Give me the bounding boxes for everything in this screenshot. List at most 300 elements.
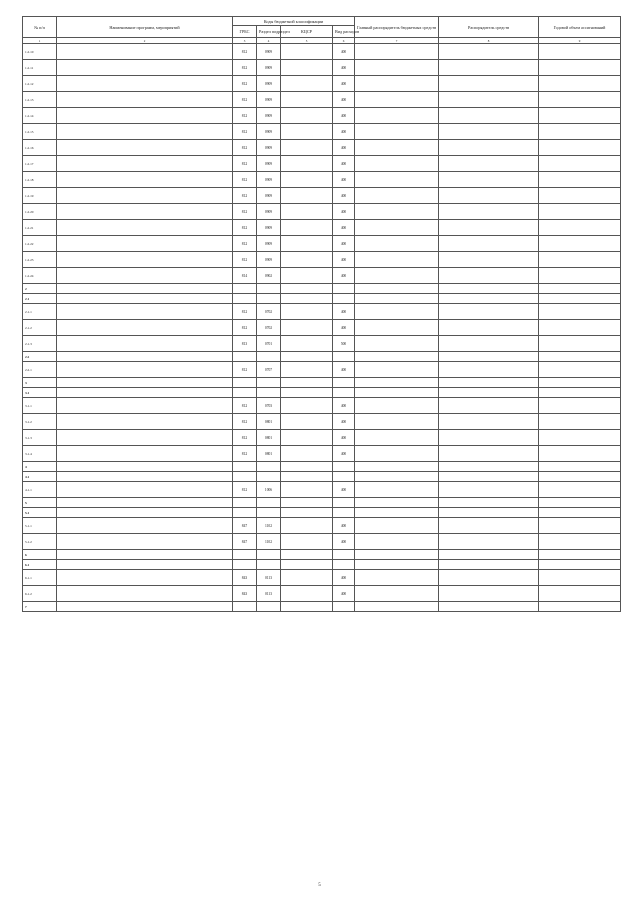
column-number: 7: [355, 38, 439, 44]
row-manager-cell: [439, 518, 539, 534]
row-razdel-cell: 0113: [257, 570, 281, 586]
row-main-manager-cell: [355, 76, 439, 92]
row-razdel-cell: 0909: [257, 108, 281, 124]
row-grbs-cell: 812: [233, 188, 257, 204]
row-ksr-cell: [281, 268, 333, 284]
row-amount-cell: [539, 560, 621, 570]
row-main-manager-cell: [355, 482, 439, 498]
table-row: [23, 336, 621, 352]
row-name-cell: [57, 560, 233, 570]
row-manager-cell: [439, 204, 539, 220]
row-razdel-cell: 0909: [257, 172, 281, 188]
row-number-cell: 1.2.17: [23, 156, 57, 172]
row-number-cell: 4.1.1: [23, 482, 57, 498]
row-grbs-cell: 812: [233, 44, 257, 60]
row-manager-cell: [439, 508, 539, 518]
row-razdel-cell: 0701: [257, 336, 281, 352]
row-amount-cell: [539, 204, 621, 220]
row-manager-cell: [439, 220, 539, 236]
row-name-cell: [57, 388, 233, 398]
row-amount-cell: [539, 220, 621, 236]
row-grbs-cell: 812: [233, 220, 257, 236]
row-amount-cell: [539, 284, 621, 294]
table-row: [23, 252, 621, 268]
row-main-manager-cell: [355, 378, 439, 388]
program-row: [23, 472, 621, 482]
table-row: [23, 124, 621, 140]
row-grbs-cell: [233, 560, 257, 570]
row-number-cell: 7: [23, 602, 57, 612]
row-razdel-cell: 0909: [257, 124, 281, 140]
row-name-cell: [57, 398, 233, 414]
program-row: [23, 550, 621, 560]
row-manager-cell: [439, 550, 539, 560]
row-name-cell: [57, 320, 233, 336]
row-number-cell: 1.2.24: [23, 268, 57, 284]
row-razdel-cell: [257, 472, 281, 482]
row-grbs-cell: 843: [233, 570, 257, 586]
row-amount-cell: [539, 236, 621, 252]
row-razdel-cell: 0909: [257, 44, 281, 60]
row-vr-cell: 400: [333, 268, 355, 284]
row-number-cell: 1.2.12: [23, 76, 57, 92]
table-row: [23, 108, 621, 124]
row-name-cell: [57, 44, 233, 60]
row-amount-cell: [539, 602, 621, 612]
row-number-cell: 5.1.2: [23, 534, 57, 550]
row-razdel-cell: 0707: [257, 362, 281, 378]
row-amount-cell: [539, 472, 621, 482]
row-amount-cell: [539, 320, 621, 336]
row-name-cell: [57, 550, 233, 560]
row-vr-cell: [333, 550, 355, 560]
row-manager-cell: [439, 570, 539, 586]
program-row: [23, 462, 621, 472]
row-main-manager-cell: [355, 534, 439, 550]
row-ksr-cell: [281, 294, 333, 304]
header-manager: Распорядитель средств: [439, 17, 539, 38]
row-manager-cell: [439, 124, 539, 140]
table-row: [23, 76, 621, 92]
row-vr-cell: [333, 602, 355, 612]
row-name-cell: [57, 188, 233, 204]
row-ksr-cell: [281, 284, 333, 294]
row-main-manager-cell: [355, 252, 439, 268]
row-grbs-cell: 813: [233, 336, 257, 352]
budget-allocation-table: [22, 16, 621, 612]
row-amount-cell: [539, 586, 621, 602]
row-grbs-cell: [233, 284, 257, 294]
row-name-cell: [57, 204, 233, 220]
row-main-manager-cell: [355, 124, 439, 140]
row-vr-cell: [333, 294, 355, 304]
row-vr-cell: [333, 472, 355, 482]
row-manager-cell: [439, 320, 539, 336]
row-ksr-cell: [281, 362, 333, 378]
row-razdel-cell: [257, 378, 281, 388]
row-vr-cell: 400: [333, 414, 355, 430]
row-main-manager-cell: [355, 284, 439, 294]
row-razdel-cell: 0113: [257, 586, 281, 602]
row-amount-cell: [539, 336, 621, 352]
row-ksr-cell: [281, 446, 333, 462]
row-ksr-cell: [281, 188, 333, 204]
header-razdel: Раздел подраздел: [257, 26, 281, 38]
row-number-cell: 1.2.22: [23, 236, 57, 252]
row-vr-cell: 400: [333, 446, 355, 462]
row-name-cell: [57, 284, 233, 294]
row-vr-cell: [333, 388, 355, 398]
row-vr-cell: 400: [333, 570, 355, 586]
row-grbs-cell: 812: [233, 398, 257, 414]
row-ksr-cell: [281, 482, 333, 498]
row-ksr-cell: [281, 498, 333, 508]
table-row: [23, 570, 621, 586]
table-row: [23, 172, 621, 188]
row-grbs-cell: 812: [233, 320, 257, 336]
row-grbs-cell: [233, 378, 257, 388]
program-row: [23, 560, 621, 570]
row-name-cell: [57, 268, 233, 284]
header-ksr: КЦСР: [281, 26, 333, 38]
row-main-manager-cell: [355, 518, 439, 534]
header-main-manager: Главный распорядитель бюджетных средств: [355, 17, 439, 38]
row-amount-cell: [539, 398, 621, 414]
row-name-cell: [57, 534, 233, 550]
row-vr-cell: 400: [333, 204, 355, 220]
row-number-cell: 3.1.3: [23, 430, 57, 446]
row-number-cell: 1.2.10: [23, 44, 57, 60]
row-number-cell: 2.2: [23, 352, 57, 362]
row-vr-cell: [333, 560, 355, 570]
row-amount-cell: [539, 414, 621, 430]
row-main-manager-cell: [355, 320, 439, 336]
row-name-cell: [57, 220, 233, 236]
row-main-manager-cell: [355, 398, 439, 414]
row-ksr-cell: [281, 336, 333, 352]
row-name-cell: [57, 304, 233, 320]
row-grbs-cell: [233, 462, 257, 472]
row-grbs-cell: 812: [233, 252, 257, 268]
row-grbs-cell: 812: [233, 482, 257, 498]
row-manager-cell: [439, 140, 539, 156]
row-number-cell: 3.1.4: [23, 446, 57, 462]
row-amount-cell: [539, 446, 621, 462]
table-row: [23, 430, 621, 446]
row-razdel-cell: 0801: [257, 414, 281, 430]
row-main-manager-cell: [355, 108, 439, 124]
row-number-cell: 5.1.1: [23, 518, 57, 534]
row-razdel-cell: 0909: [257, 220, 281, 236]
row-amount-cell: [539, 388, 621, 398]
row-grbs-cell: 847: [233, 534, 257, 550]
row-main-manager-cell: [355, 570, 439, 586]
row-razdel-cell: 0801: [257, 446, 281, 462]
row-ksr-cell: [281, 320, 333, 336]
row-vr-cell: [333, 498, 355, 508]
row-ksr-cell: [281, 124, 333, 140]
row-name-cell: [57, 252, 233, 268]
row-razdel-cell: [257, 602, 281, 612]
row-name-cell: [57, 378, 233, 388]
row-number-cell: 1.2.14: [23, 108, 57, 124]
row-vr-cell: 400: [333, 156, 355, 172]
row-razdel-cell: [257, 284, 281, 294]
row-vr-cell: 400: [333, 534, 355, 550]
row-number-cell: 3.1.1: [23, 398, 57, 414]
row-amount-cell: [539, 550, 621, 560]
row-amount-cell: [539, 304, 621, 320]
row-number-cell: 1.2.20: [23, 204, 57, 220]
header-name: Наименование программ, мероприятий: [57, 17, 233, 38]
row-number-cell: 1.2.11: [23, 60, 57, 76]
row-ksr-cell: [281, 398, 333, 414]
row-main-manager-cell: [355, 508, 439, 518]
row-ksr-cell: [281, 388, 333, 398]
row-ksr-cell: [281, 44, 333, 60]
row-vr-cell: 400: [333, 304, 355, 320]
row-manager-cell: [439, 156, 539, 172]
row-main-manager-cell: [355, 304, 439, 320]
row-name-cell: [57, 446, 233, 462]
row-name-cell: [57, 76, 233, 92]
header-no: № п/п: [23, 17, 57, 38]
row-name-cell: [57, 498, 233, 508]
row-number-cell: 2.2.1: [23, 362, 57, 378]
row-razdel-cell: 0909: [257, 140, 281, 156]
row-manager-cell: [439, 44, 539, 60]
row-vr-cell: 400: [333, 236, 355, 252]
row-main-manager-cell: [355, 388, 439, 398]
row-manager-cell: [439, 498, 539, 508]
row-number-cell: 1.2.21: [23, 220, 57, 236]
row-name-cell: [57, 462, 233, 472]
row-manager-cell: [439, 398, 539, 414]
row-name-cell: [57, 236, 233, 252]
row-main-manager-cell: [355, 602, 439, 612]
row-name-cell: [57, 518, 233, 534]
row-razdel-cell: 0909: [257, 60, 281, 76]
row-vr-cell: 400: [333, 220, 355, 236]
row-ksr-cell: [281, 220, 333, 236]
row-name-cell: [57, 570, 233, 586]
row-number-cell: 2.1.3: [23, 336, 57, 352]
row-name-cell: [57, 140, 233, 156]
row-manager-cell: [439, 294, 539, 304]
row-vr-cell: 400: [333, 398, 355, 414]
row-vr-cell: 400: [333, 92, 355, 108]
row-ksr-cell: [281, 414, 333, 430]
row-manager-cell: [439, 362, 539, 378]
row-name-cell: [57, 108, 233, 124]
row-number-cell: 3.1: [23, 388, 57, 398]
row-ksr-cell: [281, 472, 333, 482]
row-ksr-cell: [281, 204, 333, 220]
table-row: [23, 60, 621, 76]
row-razdel-cell: [257, 550, 281, 560]
row-ksr-cell: [281, 378, 333, 388]
row-razdel-cell: 1102: [257, 518, 281, 534]
row-number-cell: 5.1: [23, 508, 57, 518]
row-name-cell: [57, 482, 233, 498]
row-manager-cell: [439, 430, 539, 446]
row-grbs-cell: [233, 388, 257, 398]
row-number-cell: 6.1: [23, 560, 57, 570]
row-ksr-cell: [281, 430, 333, 446]
row-manager-cell: [439, 108, 539, 124]
table-row: [23, 268, 621, 284]
row-amount-cell: [539, 378, 621, 388]
row-main-manager-cell: [355, 44, 439, 60]
row-ksr-cell: [281, 140, 333, 156]
row-vr-cell: 400: [333, 586, 355, 602]
row-grbs-cell: 812: [233, 446, 257, 462]
row-vr-cell: 400: [333, 172, 355, 188]
row-ksr-cell: [281, 236, 333, 252]
row-amount-cell: [539, 172, 621, 188]
row-main-manager-cell: [355, 550, 439, 560]
row-vr-cell: [333, 284, 355, 294]
row-vr-cell: 400: [333, 188, 355, 204]
table-row: [23, 220, 621, 236]
row-manager-cell: [439, 446, 539, 462]
row-manager-cell: [439, 472, 539, 482]
row-number-cell: 3.1.2: [23, 414, 57, 430]
row-grbs-cell: 812: [233, 76, 257, 92]
row-razdel-cell: 0909: [257, 156, 281, 172]
row-razdel-cell: 0909: [257, 188, 281, 204]
row-main-manager-cell: [355, 220, 439, 236]
row-main-manager-cell: [355, 352, 439, 362]
row-number-cell: 5: [23, 498, 57, 508]
program-row: [23, 508, 621, 518]
row-ksr-cell: [281, 108, 333, 124]
table-row: [23, 534, 621, 550]
header-vr: Вид расходов: [333, 26, 355, 38]
row-vr-cell: 400: [333, 60, 355, 76]
row-manager-cell: [439, 378, 539, 388]
row-name-cell: [57, 508, 233, 518]
row-main-manager-cell: [355, 462, 439, 472]
table-body: [23, 44, 621, 612]
row-ksr-cell: [281, 602, 333, 612]
row-manager-cell: [439, 60, 539, 76]
row-amount-cell: [539, 268, 621, 284]
row-name-cell: [57, 472, 233, 482]
row-vr-cell: 400: [333, 140, 355, 156]
row-main-manager-cell: [355, 586, 439, 602]
row-vr-cell: [333, 462, 355, 472]
table-row: [23, 156, 621, 172]
row-ksr-cell: [281, 560, 333, 570]
row-ksr-cell: [281, 156, 333, 172]
row-manager-cell: [439, 236, 539, 252]
row-grbs-cell: 843: [233, 586, 257, 602]
row-amount-cell: [539, 508, 621, 518]
row-amount-cell: [539, 252, 621, 268]
row-main-manager-cell: [355, 268, 439, 284]
row-main-manager-cell: [355, 336, 439, 352]
row-amount-cell: [539, 124, 621, 140]
row-main-manager-cell: [355, 560, 439, 570]
table-row: [23, 304, 621, 320]
row-main-manager-cell: [355, 92, 439, 108]
row-manager-cell: [439, 602, 539, 612]
row-razdel-cell: 0702: [257, 320, 281, 336]
row-vr-cell: 400: [333, 362, 355, 378]
row-vr-cell: 400: [333, 518, 355, 534]
row-name-cell: [57, 414, 233, 430]
row-manager-cell: [439, 304, 539, 320]
row-main-manager-cell: [355, 294, 439, 304]
row-main-manager-cell: [355, 204, 439, 220]
row-amount-cell: [539, 352, 621, 362]
header-amount: Годовой объем ассигнований: [539, 17, 621, 38]
row-number-cell: 2: [23, 284, 57, 294]
column-number: 8: [439, 38, 539, 44]
row-razdel-cell: 0909: [257, 252, 281, 268]
row-grbs-cell: 812: [233, 236, 257, 252]
row-number-cell: 1.2.16: [23, 140, 57, 156]
column-number: 5: [281, 38, 333, 44]
row-main-manager-cell: [355, 188, 439, 204]
row-main-manager-cell: [355, 498, 439, 508]
row-manager-cell: [439, 414, 539, 430]
row-ksr-cell: [281, 550, 333, 560]
program-row: [23, 284, 621, 294]
row-ksr-cell: [281, 304, 333, 320]
row-main-manager-cell: [355, 430, 439, 446]
row-vr-cell: 400: [333, 482, 355, 498]
row-amount-cell: [539, 108, 621, 124]
row-name-cell: [57, 156, 233, 172]
row-razdel-cell: 0702: [257, 304, 281, 320]
row-amount-cell: [539, 482, 621, 498]
row-main-manager-cell: [355, 140, 439, 156]
row-number-cell: 1.2.23: [23, 252, 57, 268]
row-name-cell: [57, 294, 233, 304]
row-manager-cell: [439, 534, 539, 550]
row-ksr-cell: [281, 60, 333, 76]
row-name-cell: [57, 586, 233, 602]
row-name-cell: [57, 336, 233, 352]
row-manager-cell: [439, 560, 539, 570]
program-row: [23, 602, 621, 612]
budget-table-sheet: [22, 16, 620, 612]
row-grbs-cell: 812: [233, 430, 257, 446]
row-name-cell: [57, 352, 233, 362]
header-codes-group: Коды бюджетной классификации: [233, 17, 355, 26]
row-grbs-cell: 847: [233, 518, 257, 534]
row-number-cell: 1.2.19: [23, 188, 57, 204]
row-amount-cell: [539, 362, 621, 378]
row-grbs-cell: [233, 498, 257, 508]
row-main-manager-cell: [355, 156, 439, 172]
row-main-manager-cell: [355, 236, 439, 252]
row-grbs-cell: 812: [233, 60, 257, 76]
row-razdel-cell: 0801: [257, 430, 281, 446]
row-amount-cell: [539, 534, 621, 550]
row-grbs-cell: [233, 602, 257, 612]
column-number: 2: [57, 38, 233, 44]
row-number-cell: 6: [23, 550, 57, 560]
row-manager-cell: [439, 482, 539, 498]
row-main-manager-cell: [355, 172, 439, 188]
table-row: [23, 518, 621, 534]
row-main-manager-cell: [355, 60, 439, 76]
row-name-cell: [57, 92, 233, 108]
row-ksr-cell: [281, 570, 333, 586]
